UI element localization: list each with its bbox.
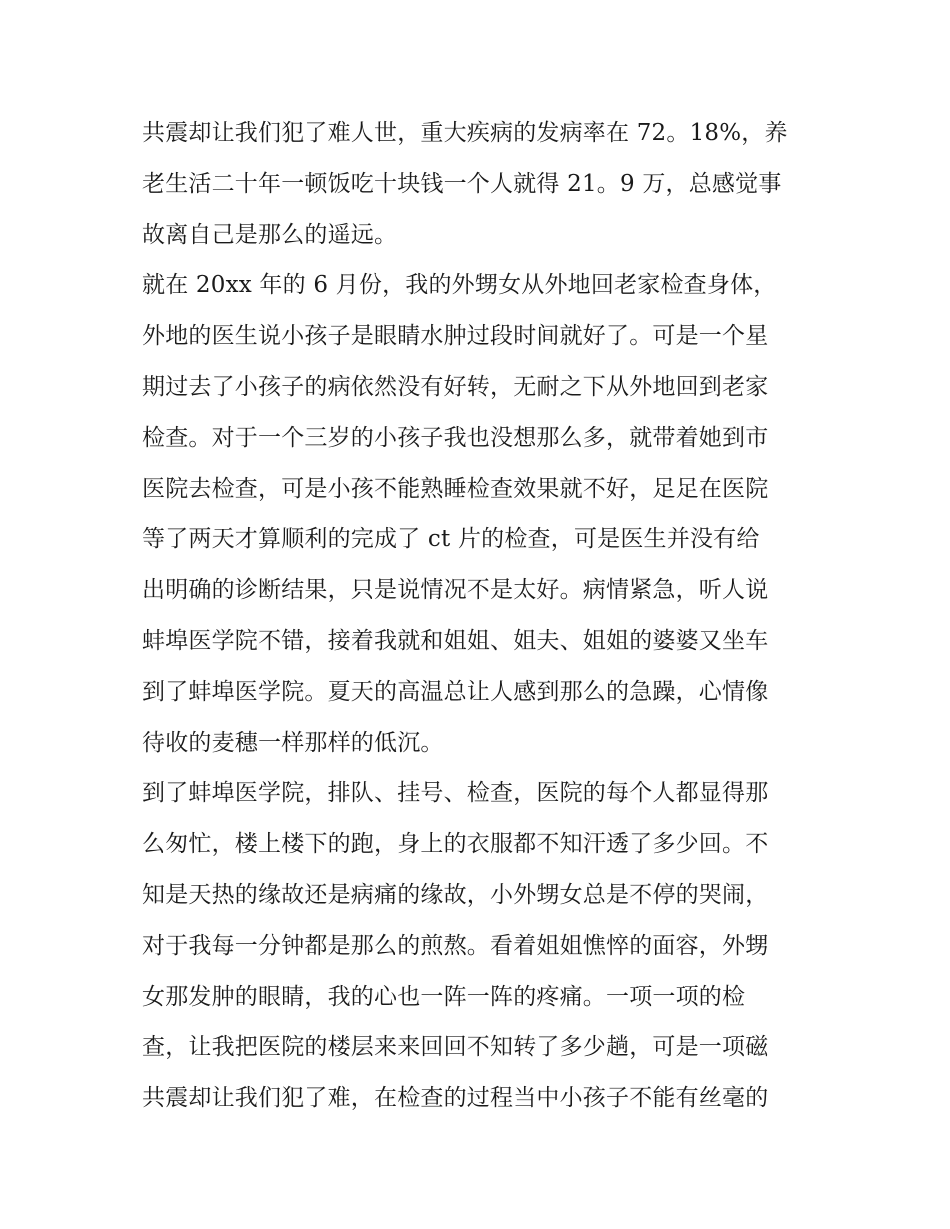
text-line-3: 故离自己是那么的遥远。 bbox=[142, 221, 398, 248]
text-line-4: 就在 20xx 年的 6 月份，我的外甥女从外地回老家检查身体， bbox=[142, 272, 777, 299]
text-line-6: 期过去了小孩子的病依然没有好转，无耐之下从外地回到老家 bbox=[142, 373, 769, 400]
text-line-19: 查，让我把医院的楼层来来回回不知转了多少趟，可是一项磁 bbox=[142, 1034, 769, 1061]
text-line-14: 到了蚌埠医学院，排队、挂号、检查，医院的每个人都显得那 bbox=[142, 780, 769, 807]
text-line-15: 么匆忙，楼上楼下的跑，身上的衣服都不知汗透了多少回。不 bbox=[142, 831, 769, 858]
text-line-11: 蚌埠医学院不错，接着我就和姐姐、姐夫、姐姐的婆婆又坐车 bbox=[142, 627, 769, 654]
text-line-18: 女那发肿的眼睛，我的心也一阵一阵的疼痛。一项一项的检 bbox=[142, 983, 746, 1010]
body-text bbox=[142, 108, 822, 1124]
text-line-17: 对于我每一分钟都是那么的煎熬。看着姐姐憔悴的面容，外甥 bbox=[142, 932, 769, 959]
text-line-16: 知是天热的缘故还是病痛的缘故，小外甥女总是不停的哭闹， bbox=[142, 881, 769, 908]
text-line-12: 到了蚌埠医学院。夏天的高温总让人感到那么的急躁，心情像 bbox=[142, 678, 769, 705]
text-line-20: 共震却让我们犯了难，在检查的过程当中小孩子不能有丝毫的 bbox=[142, 1085, 769, 1112]
text-line-10: 出明确的诊断结果，只是说情况不是太好。病情紧急，听人说 bbox=[142, 577, 769, 604]
text-line-5: 外地的医生说小孩子是眼睛水肿过段时间就好了。可是一个星 bbox=[142, 323, 769, 350]
text-line-8: 医院去检查，可是小孩不能熟睡检查效果就不好，足足在医院 bbox=[142, 475, 769, 502]
text-line-1: 共震却让我们犯了难人世，重大疾病的发病率在 72。18%，养 bbox=[142, 120, 788, 146]
text-line-7: 检查。对于一个三岁的小孩子我也没想那么多，就带着她到市 bbox=[142, 424, 769, 451]
text-line-2: 老生活二十年一顿饭吃十块钱一个人就得 21。9 万，总感觉事 bbox=[142, 170, 782, 197]
text-line-13: 待收的麦穗一样那样的低沉。 bbox=[142, 729, 444, 756]
text-line-9: 等了两天才算顺利的完成了 ct 片的检查，可是医生并没有给 bbox=[142, 526, 760, 553]
